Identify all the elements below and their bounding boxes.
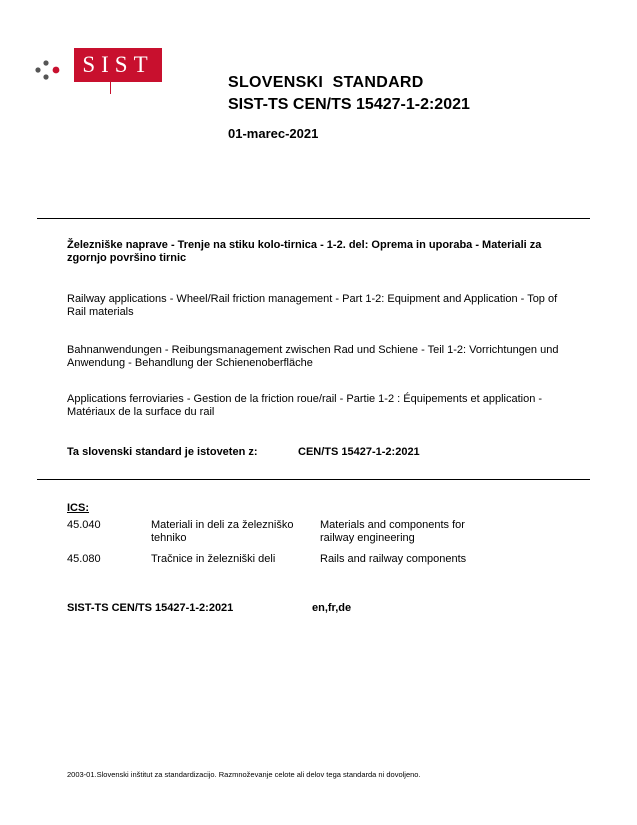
top-rule: [37, 218, 590, 219]
standard-code: SIST-TS CEN/TS 15427-1-2:2021: [228, 96, 470, 113]
ics-description-en: Rails and railway components: [320, 553, 467, 565]
title-german: Bahnanwendungen - Reibungsmanagement zwischen Rad und Schiene - Teil 1-2: Vorrichtungen und Anwendung - Behandlung der Schienenoberfläche: [67, 344, 559, 369]
ics-description-en: Materials and components for railway engineering: [320, 519, 465, 544]
title-slovenian: Železniške naprave - Trenje na stiku kolo-tirnica - 1-2. del: Oprema in uporaba - Materiali za zgornjo površino tirnic: [67, 239, 542, 264]
ics-code: 45.040: [67, 519, 101, 531]
standard-heading: SLOVENSKI STANDARD: [228, 74, 424, 91]
title-french: Applications ferroviaries - Gestion de la friction roue/rail - Partie 1-2 : Équipements et application - Matériaux de la surface du rail: [67, 393, 543, 418]
title-english: Railway applications - Wheel/Rail friction management - Part 1-2: Equipment and Application - Top of Rail materials: [67, 293, 558, 318]
ics-label: ICS:: [67, 502, 89, 514]
ics-code: 45.080: [67, 553, 101, 565]
identical-label: Ta slovenski standard je istoveten z:: [67, 446, 258, 458]
reference-code: SIST-TS CEN/TS 15427-1-2:2021: [67, 602, 234, 614]
identical-value: CEN/TS 15427-1-2:2021: [298, 446, 420, 458]
ics-description-sl: Materiali in deli za železniško tehniko: [151, 519, 294, 544]
sist-logo: SIST: [74, 48, 162, 82]
logo-tick: [110, 82, 111, 94]
ics-description-sl: Tračnice in železniški deli: [151, 553, 276, 565]
middle-rule: [37, 479, 590, 480]
reference-languages: en,fr,de: [312, 602, 352, 614]
copyright-footer: 2003-01.Slovenski inštitut za standardizacijo. Razmnoževanje celote ali delov tega standarda ni dovoljeno.: [67, 770, 421, 779]
logo-dots-icon: [34, 55, 74, 85]
publication-date: 01-marec-2021: [228, 126, 319, 141]
